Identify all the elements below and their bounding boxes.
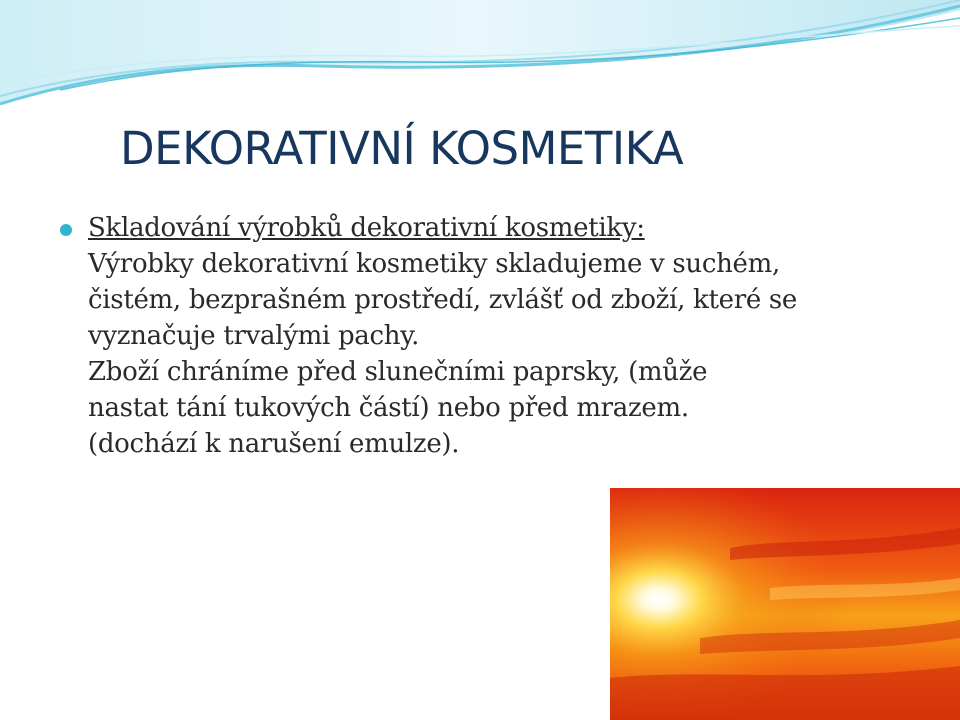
bullet-heading: Skladování výrobků dekorativní kosmetiky: — [88, 213, 645, 243]
body-line: (dochází k narušení emulze). — [88, 429, 460, 459]
body-line: vyznačuje trvalými pachy. — [88, 321, 420, 351]
bullet-icon — [60, 224, 72, 236]
sunset-photo — [610, 488, 960, 720]
bullet-text — [88, 210, 948, 462]
body-line: Výrobky dekorativní kosmetiky skladujeme v suchém, — [88, 249, 780, 279]
body-line: čistém, bezprašném prostředí, zvlášť od zboží, které se — [88, 285, 798, 315]
wave-decoration — [0, 0, 960, 110]
slide-title: DEKORATIVNÍ KOSMETIKA — [120, 122, 684, 175]
body-line: Zboží chráníme před slunečními paprsky, (může — [88, 357, 708, 387]
body-line: nastat tání tukových částí) nebo před mrazem. — [88, 393, 689, 423]
